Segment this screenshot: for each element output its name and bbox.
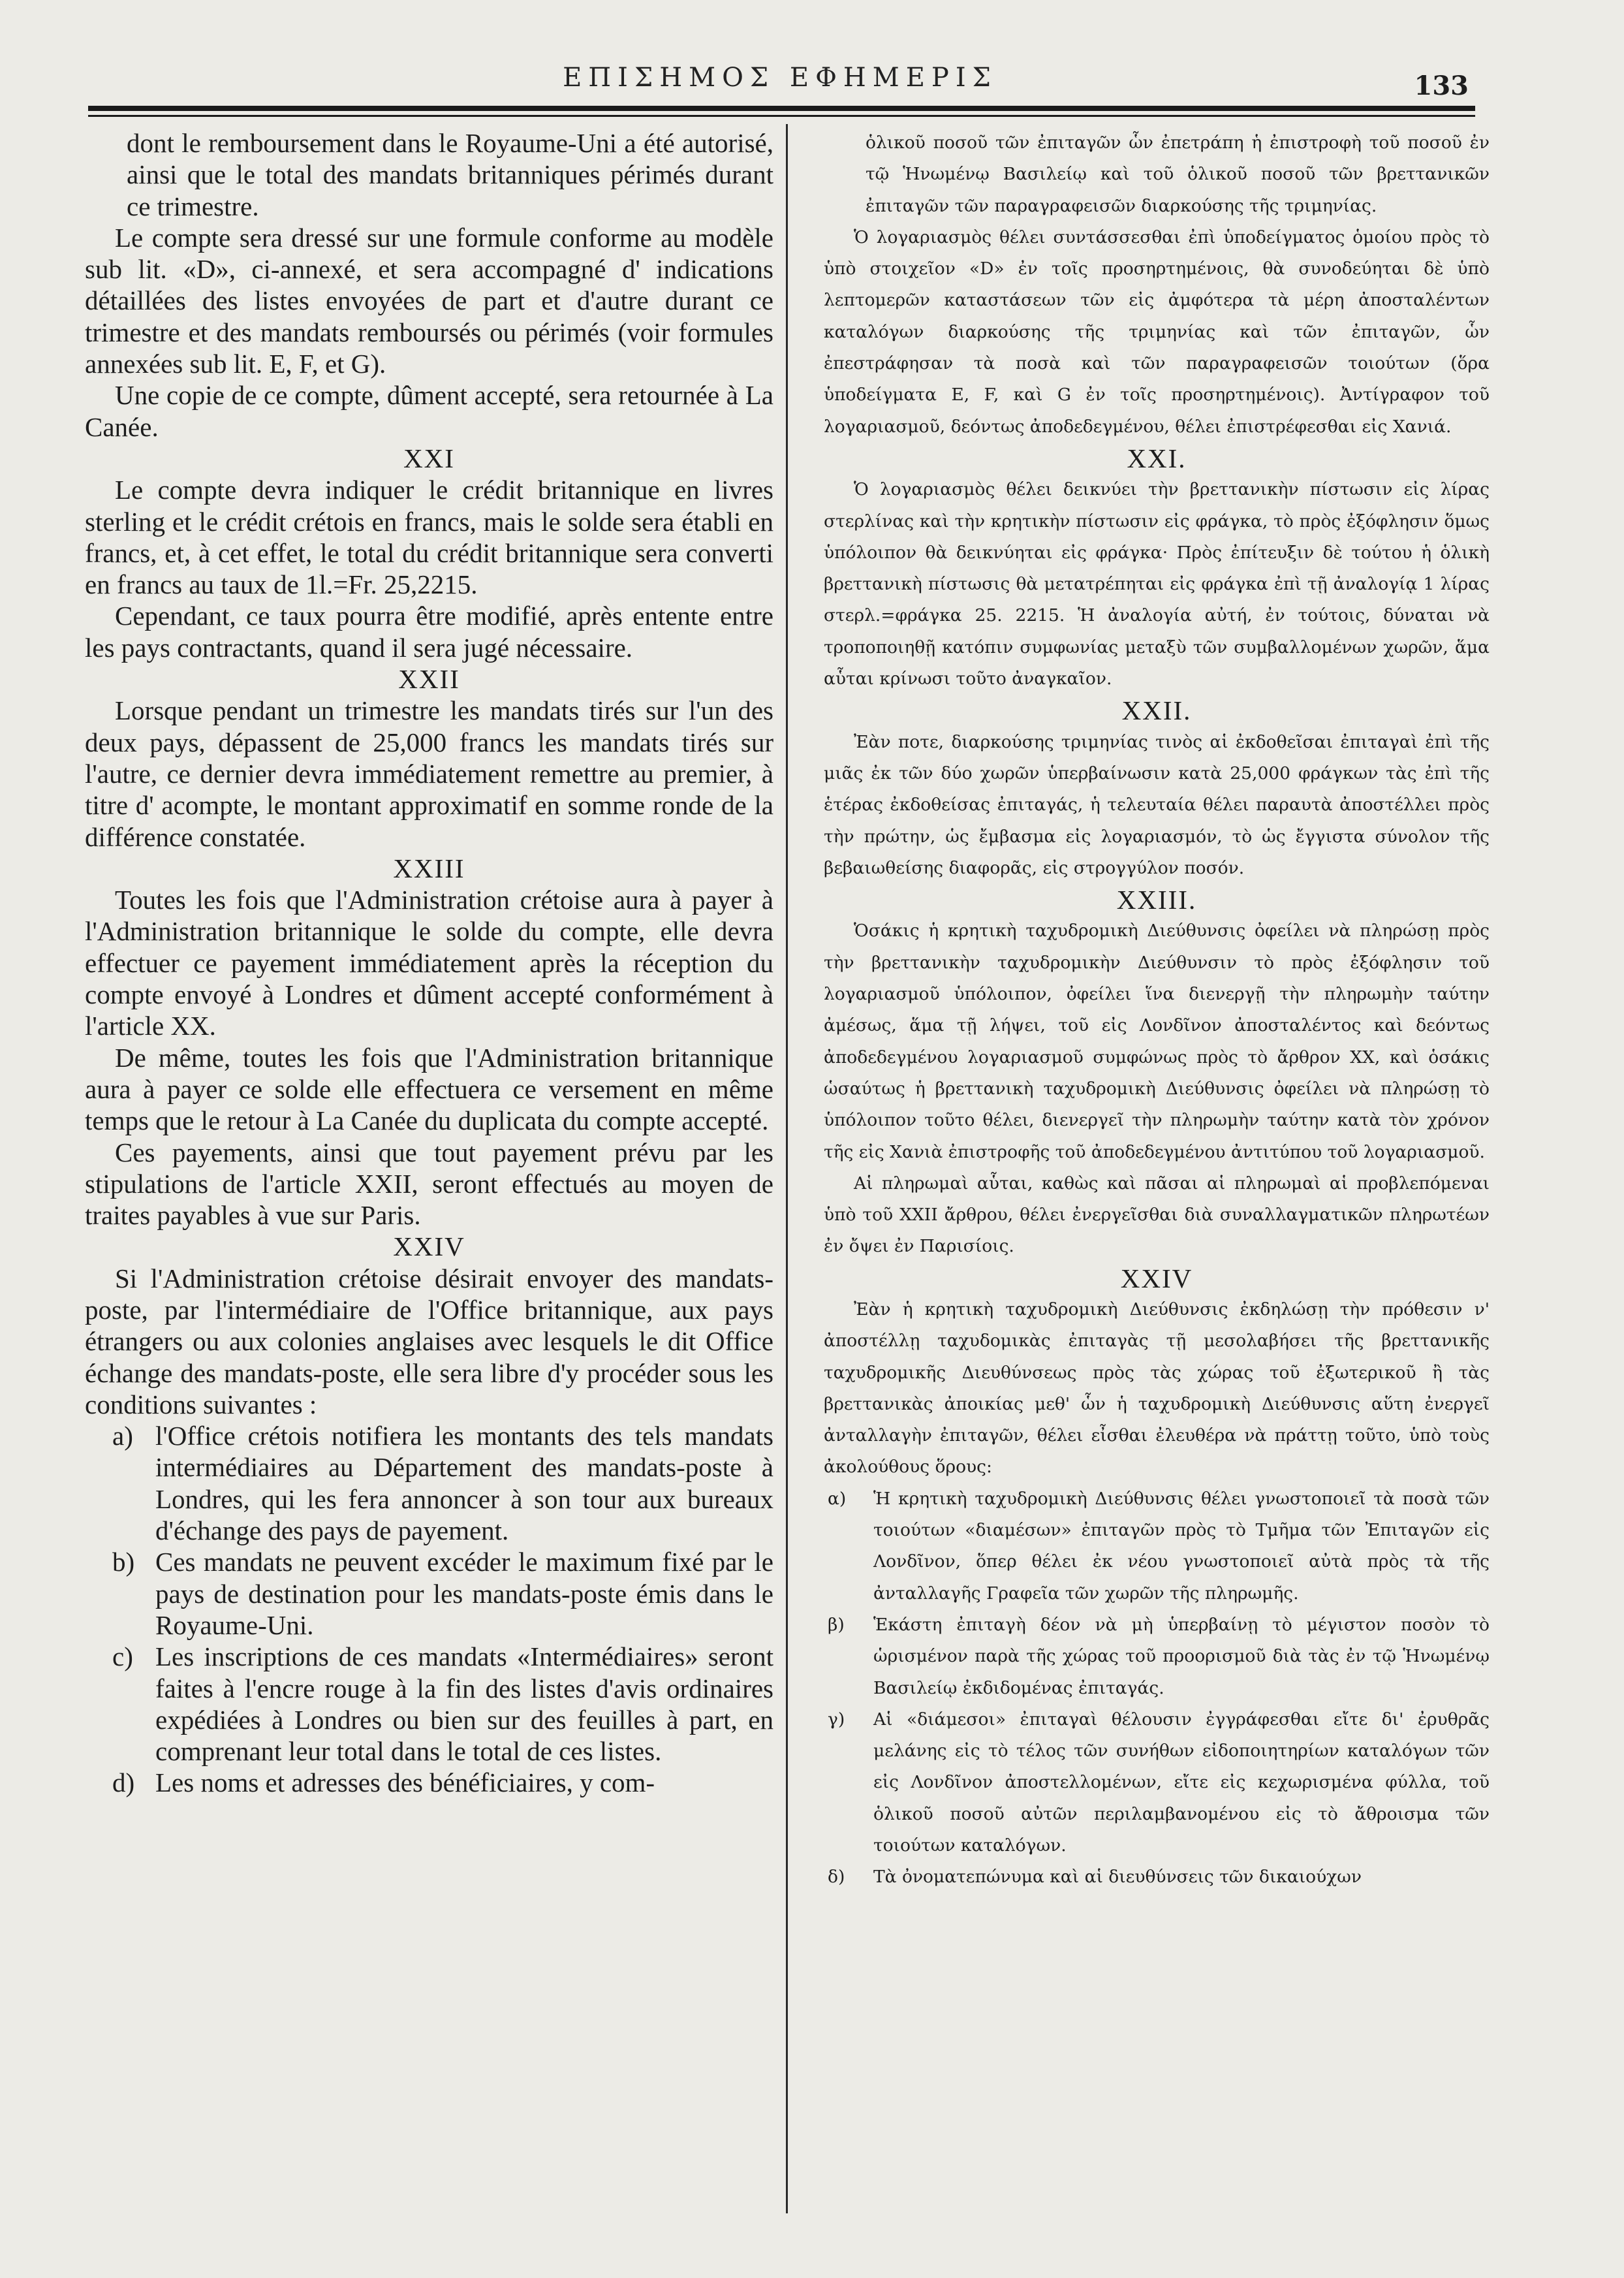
paragraph: Cependant, ce taux pourra être modifié, après entente entre les pays contractants, quand il sera jugé nécessaire. [85,601,773,663]
article-heading-xxiii: XXIII. [1116,885,1197,915]
paragraph: Ces payements, ainsi que tout payement prévu par les stipulations de l'article XXII, seront effectués au moyen de traites payables à vue sur Paris. [85,1137,773,1231]
list-item-text: Τὰ ὀνοματεπώνυμα καὶ αἱ διευθύνσεις τῶν δικαιούχων [873,1867,1362,1888]
paragraph: Αἱ πληρωμαὶ αὗται, καθὼς καὶ πᾶσαι αἱ πληρωμαὶ αἱ προβλεπόμεναι ὑπὸ τοῦ XXII ἄρθρου, θέλει ἐνεργεῖσθαι διὰ συναλλαγματικῶν πληρωτέων ἐν ὄψει ἐν Παρισίοις. [824,1173,1490,1257]
list-item-text: Ἡ κρητικὴ ταχυδρομικὴ Διεύθυνσις θέλει γνωστοποιεῖ τὰ ποσὰ τῶν τοιούτων «διαμέσων» ἐπιταγῶν πρὸς τὸ Τμῆμα τῶν Ἐπιταγῶν εἰς Λονδῖνον, ὅπερ θέλει ἐκ νέου γνωστοποιεῖ αὐτὰ πρὸς τὰ τῆς ἀνταλλαγῆς Γραφεῖα τῶν χωρῶν τῆς πληρωμῆς. [873,1488,1490,1604]
page-number: 133 [1414,71,1469,101]
list-item-label: d) [112,1767,135,1798]
paragraph: Si l'Administration crétoise désirait envoyer des mandats-poste, par l'intermédiaire de l'Office britannique, aux pays étrangers ou aux colonies anglaises avec lesquels le dit Office échange des mandats-poste, elle sera libre d'y procéder sous les conditions suivantes : [85,1263,773,1419]
list-item-text: Les inscriptions de ces mandats «Intermédiaires» seront faites à l'encre rouge à la fin des listes d'avis ordinaires expédiées à Londres ou bien sur des feuilles à part, en comprenant leur total dans le total de ces listes. [155,1641,773,1767]
article-heading-xxii: XXII. [1121,695,1192,726]
article-heading-xxiii: XXIII [393,853,465,883]
paragraph: ὁλικοῦ ποσοῦ τῶν ἐπιταγῶν ὧν ἐπετράπη ἡ ἐπιστροφὴ τοῦ ποσοῦ ἐν τῷ Ἡνωμένῳ Βασιλείῳ καὶ τοῦ ὁλικοῦ ποσοῦ τῶν βρεττανικῶν ἐπιταγῶν τῶν παραγραφεισῶν διαρκούσης τῆς τριμηνίας. [866,133,1490,216]
paragraph: Le compte sera dressé sur une formule conforme au modèle sub lit. «D», ci-annexé, et sera accompagné d' indications détaillées des listes envoyées de part et d'autre durant ce trimestre et des mandats remboursés ou périmés (voir formules annexées sub lit. E, F, et G). [85,222,773,379]
list-item-label: α) [828,1488,847,1509]
list-item-text: Αἱ «διάμεσοι» ἐπιταγαὶ θέλουσιν ἐγγράφεσθαι εἴτε δι' ἐρυθρᾶς μελάνης εἰς τὸ τέλος τῶν συνήθων εἰδοποιητηρίων καταλόγων τῶν εἰς Λονδῖνον ἀποστελλομένων, εἴτε εἰς κεχωρισμένα φύλλα, τοῦ ὁλικοῦ ποσοῦ αὐτῶν περιλαμβανομένου εἰς τὸ ἄθροισμα τῶν τοιούτων καταλόγων. [873,1709,1490,1856]
french-column [85,127,773,2272]
list-item [824,1483,1490,1609]
list-item-label: b) [112,1547,135,1577]
paragraph: dont le remboursement dans le Royaume-Uni a été autorisé, ainsi que le total des mandats britanniques périmés durant ce trimestre. [127,128,773,221]
greek-column [824,127,1490,2272]
list-item-label: c) [112,1641,133,1672]
article-heading-xxiv: XXIV [393,1231,465,1262]
paragraph: Lorsque pendant un trimestre les mandats tirés sur l'un des deux pays, dépassent de 25,000 francs les mandats tirés sur l'autre, ce dernier devra immédiatement remettre au premier, à titre d' acompte, le montant approximatif en somme ronde de la différence constatée. [85,695,773,852]
list-item [85,1767,773,1798]
list-item-label: γ) [828,1709,845,1730]
paragraph: Ὁ λογαριασμὸς θέλει δεικνύει τὴν βρεττανικὴν πίστωσιν εἰς λίρας στερλίνας καὶ τὴν κρητικὴν πίστωσιν εἰς φράγκα, τὸ πρὸς ἐξόφλησιν ὅμως ὑπόλοιπον θὰ δεικνύηται εἰς φράγκα· Πρὸς ἐπίτευξιν δὲ τούτου ἡ ὁλικὴ βρεττανικὴ πίστωσις θὰ μετατρέπηται εἰς φράγκα ἐπὶ τῇ ἀναλογίᾳ 1 λίρας στερλ.=φράγκα 25. 2215. Ἡ ἀναλογία αὐτή, ἐν τούτοις, δύναται νὰ τροποποιηθῇ κατόπιν συμφωνίας μεταξὺ τῶν συμβαλλομένων χωρῶν, ἅμα αὗται κρίνωσι τοῦτο ἀναγκαῖον. [824,479,1490,689]
list-item [824,1609,1490,1704]
paragraph: Le compte devra indiquer le crédit britannique en livres sterling et le crédit crétois en francs, mais le solde sera établi en francs, et, à cet effet, le total du crédit britannique sera converti en francs au taux de 1l.=Fr. 25,2215. [85,475,773,600]
list-item [824,1704,1490,1861]
list-item [85,1641,773,1767]
list-item [85,1420,773,1546]
paragraph: Toutes les fois que l'Administration crétoise aura à payer à l'Administration britannique le solde du compte, elle devra effectuer ce payement immédiatement après la réception du compte envoyé à Londres et dûment accepté conformément à l'article XX. [85,885,773,1041]
paragraph: Une copie de ce compte, dûment accepté, sera retournée à La Canée. [85,380,773,442]
article-heading-xxii: XXII [398,664,460,695]
gazette-title: ΕΠΙΣΗΜΟΣ ΕΦΗΜΕΡΙΣ [563,63,997,93]
header-rule-thick [88,106,1475,111]
list-item-text: Ἑκάστη ἐπιταγὴ δέον νὰ μὴ ὑπερβαίνῃ τὸ μέγιστον ποσὸν τὸ ὡρισμένον παρὰ τῆς χώρας τοῦ προορισμοῦ διὰ τὰς ἐν τῷ Ἡνωμένῳ Βασιλείῳ ἐκδιδομένας ἐπιταγάς. [873,1614,1490,1698]
list-item-text: l'Office crétois notifiera les montants des tels mandats intermédiaires au Département des mandats-poste à Londres, qui les fera annoncer à son tour aux bureaux d'échange des pays de payement. [155,1421,773,1546]
article-heading-xxi: XXI. [1127,443,1187,473]
page-header [85,63,1475,102]
header-rule-thin [88,115,1475,117]
article-heading-xxi: XXI [403,443,455,473]
paragraph: Ἐὰν ἡ κρητικὴ ταχυδρομικὴ Διεύθυνσις ἐκδηλώσῃ τὴν πρόθεσιν ν' ἀποστέλλῃ ταχυδομικὰς ἐπιταγὰς τῇ μεσολαβήσει τῆς βρεττανικῆς ταχυδρομικῆς Διευθύνσεως πρὸς τὰς χώρας τοῦ ἐξωτερικοῦ ἢ τὰς βρεττανικὰς ἀποικίας μεθ' ὧν ἡ ταχυδρομικὴ Διεύθυνσις αὕτη ἐνεργεῖ ἀνταλλαγὴν ἐπιταγῶν, θέλει εἶσθαι ἐλευθέρα νὰ πράττῃ τοῦτο, ὑπὸ τοὺς ἀκολούθους ὅρους: [824,1299,1490,1478]
list-item-label: a) [112,1421,133,1451]
list-item [824,1861,1490,1893]
paragraph: De même, toutes les fois que l'Administration britannique aura à payer ce solde elle effectuera ce versement en même temps que le retour à La Canée du duplicata du compte accepté. [85,1042,773,1136]
list-item-label: β) [828,1614,845,1635]
article-heading-xxiv: XXIV [1120,1263,1193,1293]
paragraph: Ἐὰν ποτε, διαρκούσης τριμηνίας τινὸς αἱ ἐκδοθεῖσαι ἐπιταγαὶ ἐπὶ τῆς μιᾶς ἐκ τῶν δύο χωρῶν ὑπερβαίνωσιν κατὰ 25,000 φράγκων τὰς ἐπὶ τῆς ἑτέρας ἐκδοθείσας ἐπιταγάς, ἡ τελευταία θέλει παραυτὰ ἀποστέλλει πρὸς τὴν πρώτην, ὡς ἔμβασμα εἰς λογαριασμόν, τὸ ὡς ἔγγιστα σύνολον τῆς βεβαιωθείσης διαφορᾶς, εἰς στρογγύλον ποσόν. [824,731,1490,878]
paragraph: Ὁ λογαριασμὸς θέλει συντάσσεσθαι ἐπὶ ὑποδείγματος ὁμοίου πρὸς τὸ ὑπὸ στοιχεῖον «D» ἐν τοῖς προσηρτημένοις, θὰ συνοδεύηται δὲ ὑπὸ λεπτομερῶν καταστάσεων τῶν εἰς ἀμφότερα τὰ μέρη ἀποσταλέντων καταλόγων διαρκούσης τῆς τριμηνίας καὶ τῶν ἐπιταγῶν, ὧν ἐπεστράφησαν τὰ ποσὰ καὶ τῶν παραγραφεισῶν τοιούτων (ὅρα ὑποδείγματα E, F, καὶ G ἐν τοῖς προσηρτημένοις). Ἀντίγραφον τοῦ λογαριασμοῦ, δεόντως ἀποδεδεγμένου, θέλει ἐπιστρέφεσθαι εἰς Χανιά. [824,227,1490,437]
list-item-text: Ces mandats ne peuvent excéder le maximum fixé par le pays de destination pour les mandats-poste émis dans le Royaume-Uni. [155,1547,773,1640]
list-item-label: δ) [828,1867,845,1888]
list-item-text: Les noms et adresses des bénéficiaires, y com- [155,1767,655,1798]
list-item [85,1546,773,1641]
column-divider [786,124,788,2213]
paragraph: Ὁσάκις ἡ κρητικὴ ταχυδρομικὴ Διεύθυνσις ὀφείλει νὰ πληρώσῃ πρὸς τὴν βρεττανικὴν ταχυδρομικὴν Διεύθυνσιν τὸ πρὸς ἐξόφλησιν τοῦ λογαριασμοῦ ὑπόλοιπον, ὀφείλει ἵνα διενεργῇ τὴν πληρωμὴν ταύτην ἀμέσως, ἅμα τῇ λήψει, τοῦ εἰς Λονδῖνον ἀποσταλέντος καὶ δεόντως ἀποδεδεγμένου λογαριασμοῦ συμφώνως πρὸς τὸ ἄρθρον XX, καὶ ὁσάκις ὡσαύτως ἡ βρεττανικὴ ταχυδρομικὴ Διεύθυνσις ὀφείλει νὰ πληρώσῃ τὸ ὑπόλοιπον τοῦτο θέλει, διενεργεῖ τὴν πληρωμὴν ταύτην κατὰ τὸν χρόνον τῆς εἰς Χανιὰ ἐπιστροφῆς τοῦ ἀποδεδεγμένου ἀντιτύπου τοῦ λογαριασμοῦ. [824,921,1490,1162]
